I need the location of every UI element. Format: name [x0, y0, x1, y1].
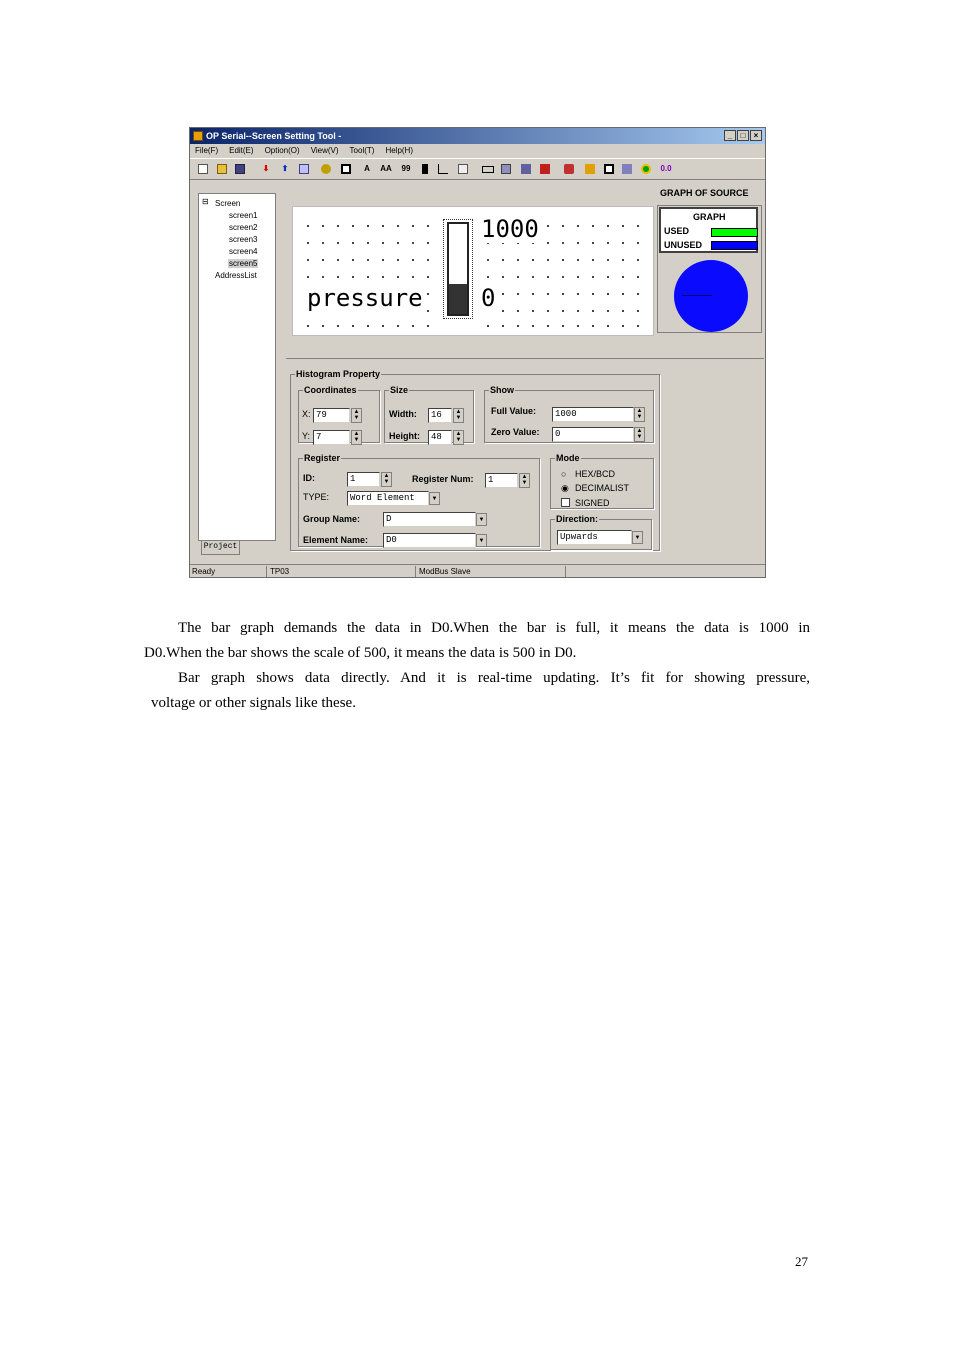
grid-dot [412, 242, 414, 244]
legend-used-swatch [711, 228, 758, 237]
close-button[interactable]: × [750, 130, 762, 141]
full-value-input[interactable]: 1000 [552, 407, 634, 422]
grid-dot [337, 225, 339, 227]
zero-value-input[interactable]: 0 [552, 427, 634, 442]
grid-dot [562, 259, 564, 261]
grid-dot [637, 242, 639, 244]
grid-dot [562, 293, 564, 295]
grid-dot [352, 225, 354, 227]
grid-dot [532, 325, 534, 327]
legend-used-label: USED [664, 226, 690, 236]
height-label: Height: [389, 431, 420, 441]
trash-icon[interactable] [564, 164, 574, 174]
grid-dot [307, 325, 309, 327]
delete-screen-icon[interactable] [540, 164, 550, 174]
width-spinner[interactable]: ▲ ▼ [453, 408, 464, 423]
title-bar [190, 128, 765, 144]
window-title: OP Serial--Screen Setting Tool - [206, 131, 342, 141]
grid-dot [367, 259, 369, 261]
tree-item-screen2[interactable]: screen2 [229, 223, 258, 232]
compile-icon[interactable] [641, 164, 651, 174]
project-tree [198, 193, 276, 541]
grid-dot [592, 225, 594, 227]
bar-fill [449, 284, 467, 314]
graph-panel-title: GRAPH OF SOURCE [660, 188, 749, 198]
grid-dot [427, 276, 429, 278]
grid-dot [322, 242, 324, 244]
grid-dot [637, 259, 639, 261]
grid-dot [517, 259, 519, 261]
show-group [484, 385, 654, 443]
grid-dot [592, 310, 594, 312]
full-value-label[interactable]: 1000 [481, 215, 539, 243]
grid-dot [532, 310, 534, 312]
grid-dot [532, 276, 534, 278]
y-input[interactable]: 7 [313, 430, 350, 445]
grid-dot [337, 325, 339, 327]
window-tool-icon[interactable] [501, 164, 511, 174]
grid-dot [622, 225, 624, 227]
register-title: Register [304, 453, 341, 463]
group-name-dropdown-icon[interactable]: ▼ [476, 513, 487, 526]
direction-select[interactable]: Upwards [557, 530, 632, 545]
size-title: Size [390, 385, 409, 395]
tree-item-screen1[interactable]: screen1 [229, 211, 258, 220]
status-divider [266, 566, 267, 577]
grid-dot [337, 276, 339, 278]
grid-dot [577, 259, 579, 261]
mode-title: Mode [556, 453, 580, 463]
grid-dot [367, 276, 369, 278]
type-dropdown-icon[interactable]: ▼ [429, 492, 440, 505]
paragraph-1-line-2: D0.When the bar shows the scale of 500, it means the data is 500 in D0. [144, 645, 577, 661]
grid-dot [382, 225, 384, 227]
grid-dot [577, 225, 579, 227]
legend-unused-swatch [711, 241, 758, 250]
status-protocol: ModBus Slave [419, 567, 471, 576]
maximize-button[interactable]: □ [737, 130, 749, 141]
grid-dot [622, 310, 624, 312]
grid-dot [547, 293, 549, 295]
grid-dot [307, 259, 309, 261]
width-label: Width: [389, 409, 417, 419]
minimize-button[interactable]: _ [724, 130, 736, 141]
width-input[interactable]: 16 [428, 408, 452, 423]
full-value-spinner[interactable]: ▲ ▼ [634, 407, 645, 422]
grid-dot [382, 276, 384, 278]
grid-dot [637, 310, 639, 312]
grid-dot [412, 259, 414, 261]
grid-dot [382, 242, 384, 244]
grid-dot [337, 259, 339, 261]
grid-dot [562, 310, 564, 312]
full-value-label-field: Full Value: [491, 406, 537, 416]
type-label: TYPE: [303, 492, 330, 502]
element-name-dropdown-icon[interactable]: ▼ [476, 534, 487, 547]
x-spinner[interactable]: ▲ ▼ [351, 408, 362, 423]
grid-dot [622, 242, 624, 244]
decimalist-label[interactable]: DECIMALIST [575, 483, 630, 493]
grid-dot [562, 225, 564, 227]
register-num-input[interactable]: 1 [485, 473, 518, 488]
paragraph-2-line-2: voltage or other signals like these. [151, 695, 356, 711]
histogram-property-title: Histogram Property [296, 369, 381, 379]
grid-dot [577, 276, 579, 278]
grid-dot [322, 225, 324, 227]
screen-canvas[interactable] [292, 206, 654, 336]
save-icon[interactable] [235, 164, 245, 174]
bar-graph-widget[interactable] [443, 219, 473, 319]
graph-legend [659, 207, 758, 253]
y-spinner[interactable]: ▲ ▼ [351, 430, 362, 445]
grid-dot [592, 259, 594, 261]
element-name-label: Element Name: [303, 535, 369, 545]
direction-dropdown-icon[interactable]: ▼ [632, 531, 643, 544]
frame-icon[interactable] [604, 164, 614, 174]
size-group [384, 385, 474, 443]
element-name-select[interactable]: D0 [383, 533, 476, 548]
tab-project[interactable]: Project [201, 541, 240, 555]
grid-dot [517, 310, 519, 312]
hex-bcd-label[interactable]: HEX/BCD [575, 469, 616, 479]
grid-dot [547, 259, 549, 261]
zero-value-label[interactable]: 0 [481, 284, 496, 312]
grid-dot [547, 225, 549, 227]
new-file-icon[interactable] [198, 164, 208, 174]
grid-dot [517, 276, 519, 278]
grid-dot [517, 293, 519, 295]
type-select[interactable]: Word Element [347, 491, 429, 506]
grid-dot [622, 293, 624, 295]
pressure-label[interactable]: pressure [307, 284, 423, 312]
menu-option[interactable]: Option(O) [264, 146, 300, 155]
grid-dot [637, 276, 639, 278]
mode-group [550, 453, 654, 509]
grid-dot [502, 325, 504, 327]
grid-dot [397, 242, 399, 244]
grid-dot [307, 225, 309, 227]
grid-dot [367, 325, 369, 327]
height-input[interactable]: 48 [428, 430, 452, 445]
copy-icon[interactable] [622, 164, 632, 174]
paragraph-2-line-1: Bar graph shows data directly. And it is real-time updating. It’s fit for showing pressure, [178, 670, 810, 686]
register-num-label: Register Num: [412, 474, 474, 484]
grid-dot [607, 225, 609, 227]
tree-item-screen3[interactable]: screen3 [229, 235, 258, 244]
large-text-tool-icon[interactable]: AA [380, 164, 392, 173]
screen-icon[interactable] [299, 164, 309, 174]
status-bar [190, 564, 765, 578]
grid-dot [352, 325, 354, 327]
rectangle-icon[interactable] [482, 166, 494, 173]
grid-dot [592, 293, 594, 295]
grid-dot [412, 225, 414, 227]
paragraph-1-line-1: The bar graph demands the data in D0.When the bar is full, it means the data is 1000 in [178, 620, 810, 636]
version-icon[interactable]: 0.0 [660, 164, 672, 173]
y-label: Y: [302, 431, 311, 441]
group-name-label: Group Name: [303, 514, 361, 524]
x-label: X: [302, 409, 311, 419]
lamp-icon[interactable] [321, 164, 331, 174]
grid-dot [427, 325, 429, 327]
grid-dot [577, 242, 579, 244]
wrench-icon[interactable] [585, 164, 595, 174]
download-arrow-icon[interactable]: ⬇ [262, 164, 270, 173]
grid-dot [637, 325, 639, 327]
grid-dot [502, 259, 504, 261]
grid-dot [637, 293, 639, 295]
zero-value-label-field: Zero Value: [491, 427, 540, 437]
grid-dot [382, 259, 384, 261]
grid-dot [592, 276, 594, 278]
tree-expander-icon[interactable]: ⊟ [202, 197, 209, 206]
height-spinner[interactable]: ▲ ▼ [453, 430, 464, 445]
direction-title: Direction: [556, 514, 599, 524]
id-label: ID: [303, 473, 315, 483]
grid-dot [532, 259, 534, 261]
register-num-spinner[interactable]: ▲ ▼ [519, 473, 530, 488]
menu-view[interactable]: View(V) [310, 146, 339, 155]
grid-dot [427, 242, 429, 244]
pie-divider [682, 295, 712, 296]
grid-dot [562, 242, 564, 244]
grid-dot [547, 325, 549, 327]
status-divider [565, 566, 566, 577]
grid-dot [352, 276, 354, 278]
register-group [298, 453, 540, 547]
grid-dot [307, 276, 309, 278]
grid-dot [607, 259, 609, 261]
grid-dot [577, 325, 579, 327]
hex-radio-icon[interactable]: ○ [561, 469, 567, 479]
menu-bar [190, 144, 766, 157]
copy-screen-icon[interactable] [521, 164, 531, 174]
status-device: TP03 [270, 567, 290, 576]
group-name-select[interactable]: D [383, 512, 476, 527]
grid-dot [412, 276, 414, 278]
grid-dot [607, 310, 609, 312]
grid-dot [547, 242, 549, 244]
project-pane [193, 183, 278, 558]
graph-panel [657, 205, 762, 333]
zero-value-spinner[interactable]: ▲ ▼ [634, 427, 645, 442]
line-chart-icon[interactable] [438, 164, 448, 174]
grid-dot [487, 276, 489, 278]
grid-dot [607, 242, 609, 244]
grid-dot [517, 325, 519, 327]
signed-checkbox[interactable] [561, 498, 570, 507]
grid-dot [427, 293, 429, 295]
x-input[interactable]: 79 [313, 408, 350, 423]
grid-dot [397, 225, 399, 227]
upload-arrow-icon[interactable]: ⬆ [281, 164, 289, 173]
grid-dot [487, 259, 489, 261]
legend-title: GRAPH [693, 212, 726, 222]
app-icon [193, 131, 203, 141]
menu-file[interactable]: File(F) [195, 146, 219, 155]
meter-icon[interactable] [458, 164, 468, 174]
grid-dot [502, 310, 504, 312]
bar-graph-icon[interactable] [422, 164, 428, 174]
grid-dot [487, 325, 489, 327]
id-spinner[interactable]: ▲ ▼ [381, 472, 392, 487]
grid-dot [607, 325, 609, 327]
grid-dot [547, 276, 549, 278]
toolbar [190, 158, 765, 180]
grid-dot [577, 310, 579, 312]
decimal-radio-icon[interactable]: ◉ [561, 483, 569, 493]
grid-dot [382, 325, 384, 327]
grid-dot [337, 242, 339, 244]
tree-item-screen4[interactable]: screen4 [229, 247, 258, 256]
menu-edit[interactable]: Edit(E) [229, 146, 254, 155]
grid-dot [622, 259, 624, 261]
direction-group [550, 514, 652, 550]
grid-dot [502, 276, 504, 278]
grid-dot [502, 293, 504, 295]
grid-dot [397, 325, 399, 327]
histogram-property-panel [286, 358, 764, 555]
number-tool-icon[interactable]: 99 [401, 164, 411, 173]
grid-dot [322, 325, 324, 327]
grid-dot [322, 276, 324, 278]
grid-dot [562, 276, 564, 278]
text-tool-icon[interactable]: A [364, 164, 370, 173]
tree-item-screen5[interactable]: screen5 [229, 259, 258, 268]
show-title: Show [490, 385, 514, 395]
menu-tool[interactable]: Tool(T) [349, 146, 375, 155]
grid-dot [547, 310, 549, 312]
grid-dot [397, 259, 399, 261]
page-number: 27 [795, 1254, 808, 1269]
coordinates-title: Coordinates [304, 385, 357, 395]
menu-help[interactable]: Help(H) [385, 146, 413, 155]
grid-dot [427, 225, 429, 227]
grid-dot [532, 293, 534, 295]
grid-dot [322, 259, 324, 261]
grid-dot [397, 276, 399, 278]
grid-dot [412, 325, 414, 327]
grid-dot [607, 276, 609, 278]
screenshot-window [189, 127, 766, 578]
button-tool-icon[interactable] [341, 164, 351, 174]
legend-unused-label: UNUSED [664, 240, 703, 250]
coordinates-group [298, 385, 380, 443]
source-pie-chart [674, 260, 748, 332]
grid-dot [307, 242, 309, 244]
grid-dot [592, 325, 594, 327]
tree-item-addresslist[interactable]: AddressList [215, 271, 257, 280]
signed-label[interactable]: SIGNED [575, 498, 610, 508]
grid-dot [367, 225, 369, 227]
status-divider [415, 566, 416, 577]
grid-dot [637, 225, 639, 227]
grid-dot [427, 259, 429, 261]
id-input[interactable]: 1 [347, 472, 380, 487]
grid-dot [367, 242, 369, 244]
tree-item-screen[interactable]: Screen [215, 199, 241, 208]
grid-dot [577, 293, 579, 295]
grid-dot [352, 242, 354, 244]
grid-dot [562, 325, 564, 327]
status-ready: Ready [192, 567, 216, 576]
grid-dot [607, 293, 609, 295]
grid-dot [622, 276, 624, 278]
grid-dot [427, 310, 429, 312]
open-folder-icon[interactable] [217, 164, 227, 174]
grid-dot [592, 242, 594, 244]
grid-dot [622, 325, 624, 327]
grid-dot [352, 259, 354, 261]
